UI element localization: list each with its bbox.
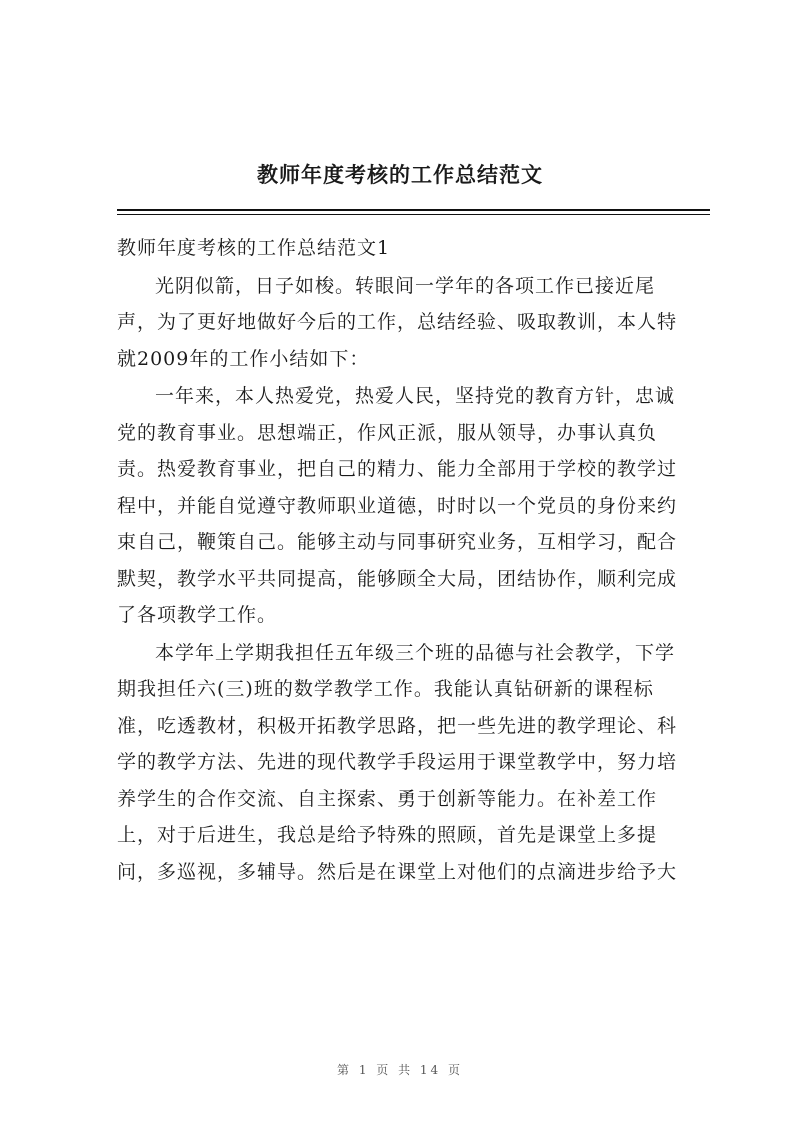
paragraph-line: 准，吃透教材，积极开拓教学思路，把一些先进的教学理论、科	[117, 714, 678, 737]
document-title: 教师年度考核的工作总结范文	[257, 162, 543, 187]
paragraph-line: 本学年上学期我担任五年级三个班的品德与社会教学，下学	[155, 641, 676, 664]
paragraph-line: 了各项教学工作。	[117, 604, 278, 626]
paragraph-line: 束自己，鞭策自己。能够主动与同事研究业务，互相学习，配合	[117, 531, 678, 553]
paragraph-line: 程中，并能自觉遵守教师职业道德，时时以一个党员的身份来约	[117, 494, 678, 517]
paragraph-line: 问，多巡视，多辅导。然后是在课堂上对他们的点滴进步给予大	[117, 860, 678, 883]
page-footer: 第 1 页 共 14 页	[337, 1063, 463, 1077]
paragraph-line: 期我担任六(三)班的数学教学工作。我能认真钻研新的课程标	[117, 678, 654, 700]
paragraph-line: 声，为了更好地做好今后的工作，总结经验、吸取教训，本人特	[117, 311, 678, 333]
paragraph-line: 养学生的合作交流、自主探索、勇于创新等能力。在补差工作	[117, 787, 658, 810]
document-body	[117, 230, 710, 890]
paragraph-line: 上，对于后进生，我总是给予特殊的照顾，首先是课堂上多提	[117, 824, 658, 846]
paragraph-line: 一年来，本人热爱党，热爱人民，坚持党的教育方针，忠诚	[155, 385, 676, 407]
title-rule-thin	[117, 214, 710, 215]
title-rule-thick	[117, 209, 710, 211]
paragraph-3	[117, 635, 710, 891]
paragraph-2	[117, 378, 710, 634]
section-subheading: 教师年度考核的工作总结范文1	[117, 237, 391, 259]
paragraph-line: 就2009年的工作小结如下：	[117, 347, 370, 370]
paragraph-line: 党的教育事业。思想端正，作风正派，服从领导，办事认真负	[117, 421, 658, 444]
paragraph-line: 默契，教学水平共同提高，能够顾全大局，团结协作，顺利完成	[117, 567, 678, 590]
paragraph-line: 学的教学方法、先进的现代教学手段运用于课堂教学中，努力培	[117, 751, 678, 773]
paragraph-line: 光阴似箭，日子如梭。转眼间一学年的各项工作已接近尾	[155, 274, 656, 297]
paragraph-line: 责。热爱教育事业，把自己的精力、能力全部用于学校的教学过	[117, 458, 678, 480]
paragraph-1	[117, 268, 710, 378]
